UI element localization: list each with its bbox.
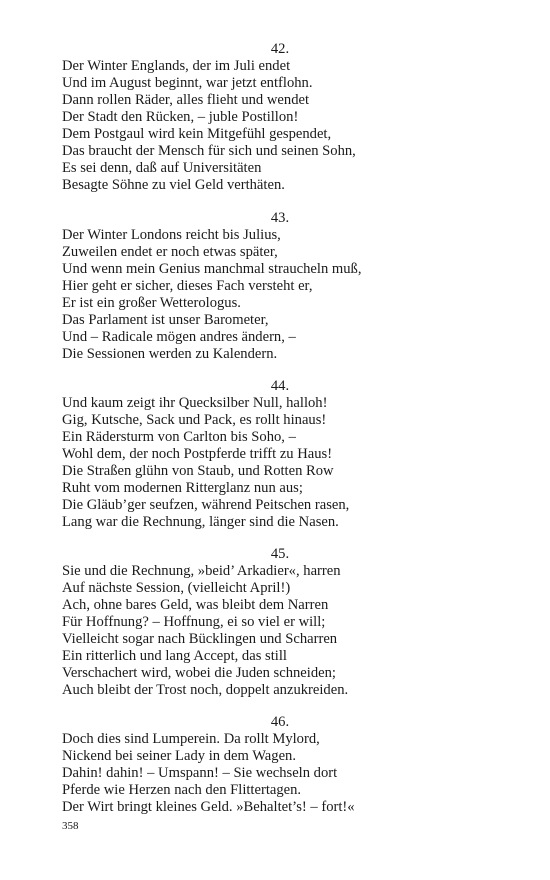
verse-line: Dann rollen Räder, alles flieht und wendet	[62, 92, 310, 108]
verse-line: Und im August beginnt, war jetzt entflohn.	[62, 75, 313, 91]
verse-line: Und kaum zeigt ihr Quecksilber Null, halloh!	[62, 395, 328, 411]
verse-line: Er ist ein großer Wetterologus.	[62, 295, 241, 311]
verse-line: Dahin! dahin! – Umspann! – Sie wechseln dort	[62, 765, 338, 781]
verse-line: Und wenn mein Genius manchmal straucheln muß,	[62, 261, 362, 277]
stanza-number: 46.	[270, 714, 290, 730]
verse-line: Besagte Söhne zu viel Geld verthäten.	[62, 177, 285, 193]
verse-line: Das braucht der Mensch für sich und seinen Sohn,	[62, 143, 356, 159]
verse-line: Der Wirt bringt kleines Geld. »Behaltet’s! – fort!«	[62, 799, 355, 815]
verse-line: Doch dies sind Lumperein. Da rollt Mylord,	[62, 731, 320, 747]
verse-line: Das Parlament ist unser Barometer,	[62, 312, 269, 328]
stanza-43	[62, 210, 482, 363]
verse-line: Gig, Kutsche, Sack und Pack, es rollt hinaus!	[62, 412, 327, 428]
stanza-42	[62, 41, 482, 194]
verse-line: Die Straßen glühn von Staub, und Rotten Row	[62, 463, 334, 479]
verse-line: Verschachert wird, wobei die Juden schneiden;	[62, 665, 336, 681]
verse-line: Es sei denn, daß auf Universitäten	[62, 160, 262, 176]
stanza-46	[62, 714, 482, 816]
verse-line: Lang war die Rechnung, länger sind die Nasen.	[62, 514, 339, 530]
verse-line: Die Sessionen werden zu Kalendern.	[62, 346, 278, 362]
verse-line: Der Winter Englands, der im Juli endet	[62, 58, 291, 74]
verse-line: Die Gläub’ger seufzen, während Peitschen rasen,	[62, 497, 350, 513]
stanza-44	[62, 378, 482, 531]
verse-line: Vielleicht sogar nach Bücklingen und Scharren	[62, 631, 338, 647]
verse-line: Der Winter Londons reicht bis Julius,	[62, 227, 281, 243]
page-number: 358	[62, 820, 79, 832]
verse-line: Pferde wie Herzen nach den Flittertagen.	[62, 782, 302, 798]
verse-line: Ach, ohne bares Geld, was bleibt dem Narren	[62, 597, 329, 613]
verse-line: Der Stadt den Rücken, – juble Postillon!	[62, 109, 299, 125]
verse-line: Ein Rädersturm von Carlton bis Soho, –	[62, 429, 296, 445]
verse-line: Auch bleibt der Trost noch, doppelt anzukreiden.	[62, 682, 349, 698]
stanza-number: 44.	[270, 378, 290, 394]
verse-line: Zuweilen endet er noch etwas später,	[62, 244, 278, 260]
verse-line: Sie und die Rechnung, »beid’ Arkadier«, harren	[62, 563, 341, 579]
stanza-number: 43.	[270, 210, 290, 226]
stanza-number: 45.	[270, 546, 290, 562]
verse-line: Dem Postgaul wird kein Mitgefühl gespendet,	[62, 126, 332, 142]
verse-line: Wohl dem, der noch Postpferde trifft zu Haus!	[62, 446, 333, 462]
stanza-number: 42.	[270, 41, 290, 57]
verse-line: Ruht vom modernen Ritterglanz nun aus;	[62, 480, 303, 496]
verse-line: Und – Radicale mögen andres ändern, –	[62, 329, 296, 345]
verse-line: Auf nächste Session, (vielleicht April!)	[62, 580, 291, 596]
stanza-45	[62, 546, 482, 699]
verse-line: Für Hoffnung? – Hoffnung, ei so viel er will;	[62, 614, 326, 630]
verse-line: Hier geht er sicher, dieses Fach versteht er,	[62, 278, 313, 294]
verse-line: Nickend bei seiner Lady in dem Wagen.	[62, 748, 297, 764]
verse-line: Ein ritterlich und lang Accept, das still	[62, 648, 287, 664]
